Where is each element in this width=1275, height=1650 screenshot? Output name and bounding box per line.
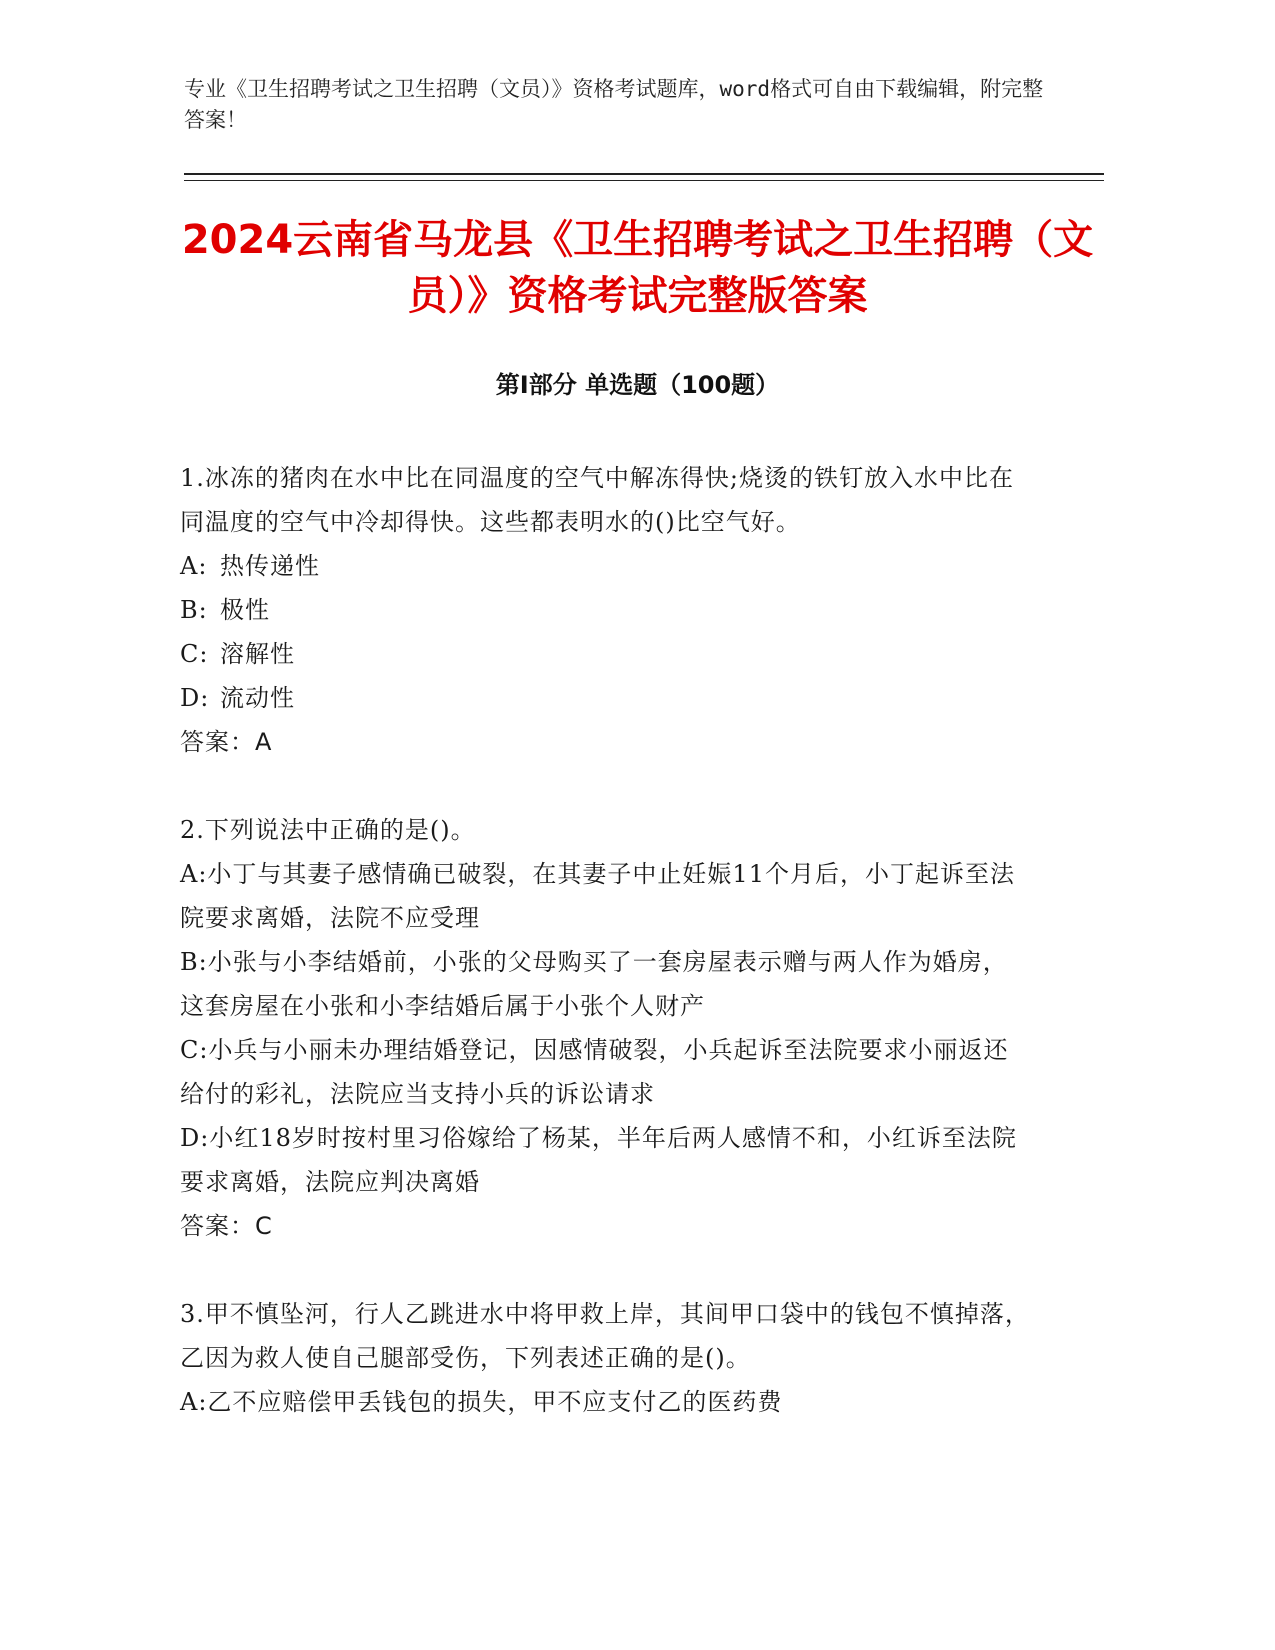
question-1: [180, 456, 1030, 764]
option-d: [180, 1116, 1030, 1204]
header-note: 专业《卫生招聘考试之卫生招聘（文员）》资格考试题库，word格式可自由下载编辑，附完整答案！: [184, 77, 1044, 132]
option-key: A:: [180, 1388, 208, 1416]
option-a: [180, 544, 1030, 588]
option-a: [180, 1380, 1030, 1424]
option-text: 小丁与其妻子感情确已破裂，在其妻子中止妊娠11个月后，小丁起诉至法院要求离婚，法院不应受理: [180, 860, 1015, 932]
option-text: 小张与小李结婚前，小张的父母购买了一套房屋表示赠与两人作为婚房，这套房屋在小张和小李结婚后属于小张个人财产: [180, 948, 1008, 1020]
option-d: [180, 676, 1030, 720]
option-b: [180, 588, 1030, 632]
option-key: B:: [180, 948, 208, 976]
section-title: 第Ⅰ部分 单选题（100题）: [495, 371, 780, 399]
option-key: D:: [180, 1124, 210, 1152]
option-c: [180, 1028, 1030, 1116]
question-2: [180, 808, 1030, 1248]
option-text: 极性: [220, 596, 270, 624]
document-title: 2024云南省马龙县《卫生招聘考试之卫生招聘（文员）》资格考试完整版答案: [181, 217, 1094, 319]
option-key: C:: [180, 1036, 209, 1064]
option-text: 溶解性: [220, 640, 295, 668]
question-3: [180, 1292, 1030, 1424]
option-key: B:: [180, 596, 208, 624]
answer: 答案：A: [180, 728, 273, 756]
option-text: 小红18岁时按村里习俗嫁给了杨某，半年后两人感情不和，小红诉至法院要求离婚，法院应判决离婚: [180, 1124, 1017, 1196]
question-stem: 2.下列说法中正确的是()。: [180, 816, 476, 844]
option-text: 热传递性: [220, 552, 320, 580]
option-text: 小兵与小丽未办理结婚登记，因感情破裂，小兵起诉至法院要求小丽返还给付的彩礼，法院应当支持小兵的诉讼请求: [180, 1036, 1009, 1108]
question-stem: 1.冰冻的猪肉在水中比在同温度的空气中解冻得快;烧烫的铁钉放入水中比在同温度的空气中冷却得快。这些都表明水的()比空气好。: [180, 464, 1014, 536]
option-key: A:: [180, 860, 208, 888]
option-key: D:: [180, 684, 210, 712]
option-text: 乙不应赔偿甲丢钱包的损失，甲不应支付乙的医药费: [207, 1388, 783, 1416]
question-stem: 3.甲不慎坠河，行人乙跳进水中将甲救上岸，其间甲口袋中的钱包不慎掉落，乙因为救人使自己腿部受伤，下列表述正确的是()。: [180, 1300, 1030, 1372]
option-key: C:: [180, 640, 209, 668]
option-text: 流动性: [220, 684, 295, 712]
option-key: A:: [180, 552, 208, 580]
option-c: [180, 632, 1030, 676]
answer: 答案：C: [180, 1212, 273, 1240]
header-divider-thick: [184, 173, 1104, 175]
question-list: [180, 456, 1030, 1468]
option-b: [180, 940, 1030, 1028]
option-a: [180, 852, 1030, 940]
header-divider-thin: [184, 180, 1104, 181]
